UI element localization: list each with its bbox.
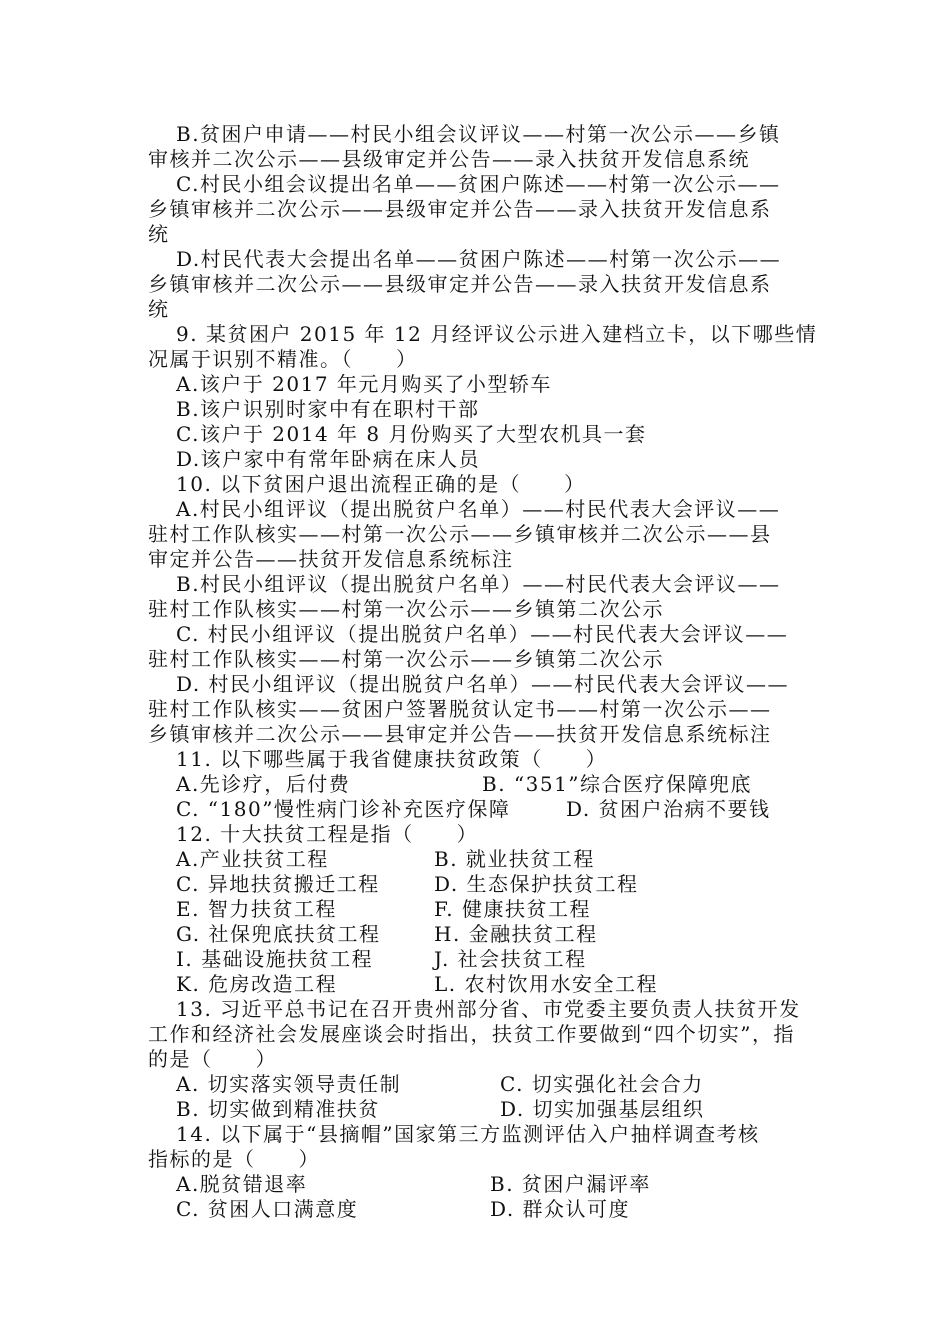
- question-11: 11. 以下哪些属于我省健康扶贫政策（ ）: [176, 747, 608, 771]
- option-left: C. 异地扶贫搬迁工程: [176, 872, 380, 896]
- question-12: 12. 十大扶贫工程是指（ ）: [176, 822, 479, 846]
- text-line: 指标的是（ ）: [148, 1147, 320, 1171]
- question-10: 10. 以下贫困户退出流程正确的是（ ）: [176, 472, 586, 496]
- option-left: B. 切实做到精准扶贫: [176, 1097, 380, 1121]
- option-left: A. 切实落实领导责任制: [176, 1072, 402, 1096]
- option-line: C.村民小组会议提出名单——贫困户陈述——村第一次公示——: [176, 172, 781, 196]
- option-line: B.贫困户申请——村民小组会议评议——村第一次公示——乡镇: [176, 122, 781, 146]
- option-right: L. 农村饮用水安全工程: [434, 972, 658, 996]
- option-right: C. 切实强化社会合力: [500, 1072, 704, 1096]
- option-right: D. 切实加强基层组织: [500, 1097, 705, 1121]
- option-line: B.村民小组评议（提出脱贫户名单）——村民代表大会评议——: [176, 572, 781, 596]
- option-line: D. 村民小组评议（提出脱贫户名单）——村民代表大会评议——: [176, 672, 790, 696]
- option-left: C. 贫困人口满意度: [176, 1197, 359, 1221]
- text-line: 统: [148, 222, 170, 246]
- text-line: 的是（ ）: [148, 1047, 277, 1071]
- option-right: B. 就业扶贫工程: [434, 847, 595, 871]
- option-right: H. 金融扶贫工程: [434, 922, 598, 946]
- question-9: 9. 某贫困户 2015 年 12 月经评议公示进入建档立卡，以下哪些情: [176, 322, 818, 346]
- text-line: 审核并二次公示——县级审定并公告——录入扶贫开发信息系统: [148, 147, 750, 171]
- option-left: G. 社保兜底扶贫工程: [176, 922, 381, 946]
- option-line: A.村民小组评议（提出脱贫户名单）——村民代表大会评议——: [176, 497, 781, 521]
- text-line: 乡镇审核并二次公示——县审定并公告——扶贫开发信息系统标注: [148, 722, 772, 746]
- option-right: B. 贫困户漏评率: [490, 1172, 651, 1196]
- text-line: 统: [148, 297, 170, 321]
- text-line: 驻村工作队核实——村第一次公示——乡镇第二次公示: [148, 647, 664, 671]
- option-line: A.该户于 2017 年元月购买了小型轿车: [176, 372, 552, 396]
- option-line: D.村民代表大会提出名单——贫困户陈述——村第一次公示——: [176, 247, 782, 271]
- option-line: C.该户于 2014 年 8 月份购买了大型农机具一套: [176, 422, 647, 446]
- option-right: J. 社会扶贫工程: [434, 947, 587, 971]
- option-c: C. “180”慢性病门诊补充医疗保障: [176, 797, 511, 821]
- option-left: I. 基础设施扶贫工程: [176, 947, 374, 971]
- text-line: 审定并公告——扶贫开发信息系统标注: [148, 547, 514, 571]
- option-line: D.该户家中有常年卧病在床人员: [176, 447, 481, 471]
- text-line: 驻村工作队核实——贫困户签署脱贫认定书——村第一次公示——: [148, 697, 772, 721]
- option-right: F. 健康扶贫工程: [434, 897, 591, 921]
- question-14: 14. 以下属于“县摘帽”国家第三方监测评估入户抽样调查考核: [176, 1122, 760, 1146]
- text-line: 乡镇审核并二次公示——县级审定并公告——录入扶贫开发信息系: [148, 272, 772, 296]
- text-line: 工作和经济社会发展座谈会时指出，扶贫工作要做到“四个切实”，指: [148, 1022, 795, 1046]
- option-right: D. 生态保护扶贫工程: [434, 872, 639, 896]
- option-left: K. 危房改造工程: [176, 972, 338, 996]
- text-line: 驻村工作队核实——村第一次公示——乡镇第二次公示: [148, 597, 664, 621]
- option-line: C. 村民小组评议（提出脱贫户名单）——村民代表大会评议——: [176, 622, 789, 646]
- option-left: A.产业扶贫工程: [176, 847, 329, 871]
- text-line: 况属于识别不精准。（ ）: [148, 347, 418, 371]
- option-line: B.该户识别时家中有在职村干部: [176, 397, 480, 421]
- option-left: A.脱贫错退率: [176, 1172, 308, 1196]
- text-line: 乡镇审核并二次公示——县级审定并公告——录入扶贫开发信息系: [148, 197, 772, 221]
- option-d: D. 贫困户治病不要钱: [566, 797, 771, 821]
- text-line: 驻村工作队核实——村第一次公示——乡镇审核并二次公示——县: [148, 522, 772, 546]
- question-13: 13. 习近平总书记在召开贵州部分省、市党委主要负责人扶贫开发: [176, 997, 801, 1021]
- option-right: D. 群众认可度: [490, 1197, 631, 1221]
- option-b: B. “351”综合医疗保障兜底: [482, 772, 753, 796]
- option-a: A.先诊疗，后付费: [176, 772, 351, 796]
- option-left: E. 智力扶贫工程: [176, 897, 337, 921]
